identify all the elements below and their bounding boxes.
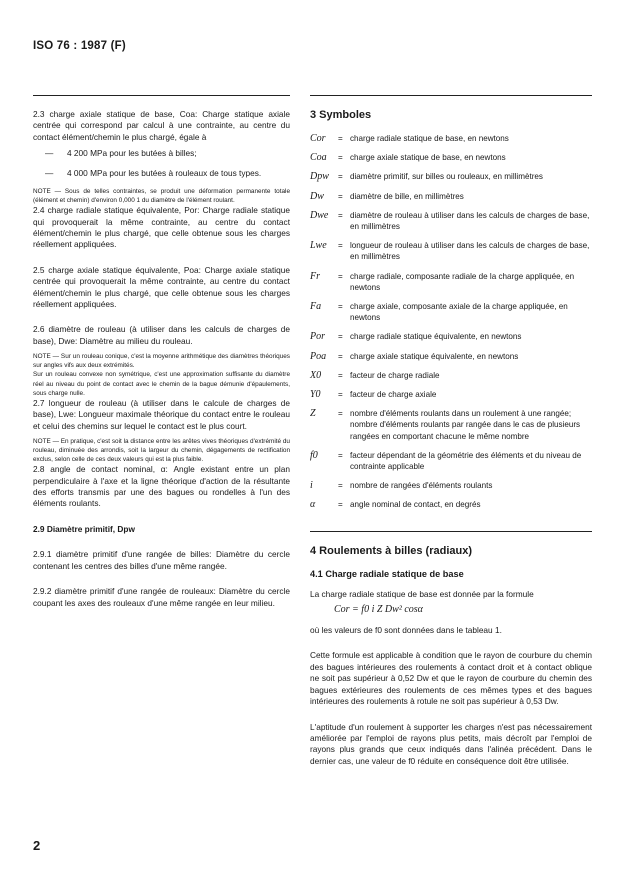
symbol-row: Poa = charge axiale statique équivalente, en newtons <box>310 350 519 362</box>
symbol-row: Y0 = facteur de charge axiale <box>310 389 437 401</box>
section-2-9-1: 2.9.1 diamètre primitif d'une rangée de billes: Diamètre du cercle contenant les centres des billes d'une même rangée. <box>33 549 290 571</box>
paragraph-f0-values: où les valeurs de f0 sont données dans le tableau 1. <box>310 625 502 636</box>
section-4-1-title: 4.1 Charge radiale statique de base <box>310 568 464 579</box>
section-2-6: 2.6 diamètre de rouleau (à utiliser dans les calculs de charges de base), Dwe: Diamètre au milieu du rouleau. <box>33 324 290 346</box>
symbol-row: Lwe = longueur de rouleau à utiliser dans les calculs de charges de base, en millimètres <box>310 240 590 262</box>
formula: Cor = f0 i Z Dw² cosα <box>334 604 423 616</box>
paragraph-conditions: Cette formule est applicable à condition que le rayon de courbure du chemin des bagues intérieures des roulements à contact droit et à contact oblique ne soit pas supérieur à 0,52 Dw et que le rayon de courbure du chemin des bagues extérieures des roulements de ces mêmes types et des bagues intérieures des roulements à rotule ne soit pas supérieur à 0,53 Dw. <box>310 650 592 707</box>
paragraph-formula-intro: La charge radiale statique de base est donnée par la formule <box>310 588 534 599</box>
section-2-9: 2.9 Diamètre primitif, Dpw <box>33 523 135 534</box>
symbol-row: Fa = charge axiale, composante axiale de la charge appliquée, en newtons <box>310 301 568 323</box>
symbol-row: Dwe = diamètre de rouleau à utiliser dans les calculs de charges de base, en millimètres <box>310 209 590 232</box>
dash-item-2: — 4 000 MPa pour les butées à rouleaux de tous types. <box>45 167 262 178</box>
symbol-row: Cor = charge radiale statique de base, en newtons <box>310 133 509 144</box>
note-2-3: NOTE — Sous de telles contraintes, se produit une déformation permanente totale (élément et chemin) d'environ 0,000 1 du diamètre de l'élément roulant. <box>33 188 290 205</box>
note-2-6-a: NOTE — Sur un rouleau conique, c'est la moyenne arithmétique des diamètres théoriques sur angles vifs aux deux extrémités. <box>33 353 290 370</box>
symbol-row: Coa = charge axiale statique de base, en newtons <box>310 152 506 164</box>
symbol-row: Z = nombre d'éléments roulants dans un roulement à une rangée; nombre d'éléments roulants par rangée dans le cas de plusieurs rangées en comportant chacune le même nombre <box>310 408 581 441</box>
section-2-4: 2.4 charge radiale statique équivalente, Por: Charge radiale statique qui provoquerait la même contrainte, au centre du contact élément/chemin le plus chargé, que celle obtenue sous les charges réellement appliquées. <box>33 205 290 250</box>
section-4-title: 4 Roulements à billes (radiaux) <box>310 544 472 557</box>
symbol-row: i = nombre de rangées d'éléments roulants <box>310 480 493 492</box>
dash-item-1: — 4 200 MPa pour les butées à billes; <box>45 148 197 159</box>
section-3-title: 3 Symboles <box>310 109 372 121</box>
symbol-row: Dw = diamètre de bille, en millimètres <box>310 190 464 202</box>
section-2-7: 2.7 longueur de rouleau (à utiliser dans le calcule de charges de base), Lwe: Longueur maximale théorique du contact entre le rouleau et celui des chemins sur lequel le contact est le plus court. <box>33 397 290 431</box>
section-4-rule <box>310 531 592 532</box>
paragraph-aptitude: L'aptitude d'un roulement à supporter les charges n'est pas nécessairement améliorée par l'emploi de rayons plus petits, mais décroît par l'emploi de rayons plus grands que ceux indiqués dans l'alinéa précédent. Dans le dernier cas, une valeur de f0 réduite en conséquence doit être utilisée. <box>310 721 592 766</box>
symbol-row: X0 = facteur de charge radiale <box>310 369 440 381</box>
note-2-6-b: Sur un rouleau convexe non symétrique, c'est une approximation suffisante du diamètre réel au niveau du point de contact avec le chemin de la bague démunie d'épaulements, sous charge nulle. <box>33 371 290 397</box>
right-column <box>310 95 592 767</box>
symbol-row: f0 = facteur dépendant de la géométrie des éléments et du niveau de contrainte applicable <box>310 449 582 472</box>
symbol-row: α = angle nominal de contact, en degrés <box>310 499 481 511</box>
section-2-8: 2.8 angle de contact nominal, α: Angle existant entre un plan perpendiculaire à l'axe et la ligne théorique d'action de la résultante des efforts transmis par une des bagues ou rondelles à l'un des éléments roulants. <box>33 464 290 509</box>
right-top-rule <box>310 95 592 96</box>
note-2-7: NOTE — En pratique, c'est soit la distance entre les arêtes vives théoriques d'extrémité du rouleau, diminuée des arrondis, soit la largeur du chemin, dégagements de rectification exclus, selon celle de ces deux valeurs qui est la plus faible. <box>33 437 290 464</box>
left-column <box>33 95 290 609</box>
section-2-9-2: 2.9.2 diamètre primitif d'une rangée de rouleaux: Diamètre du cercle coupant les axes des rouleaux d'une même rangée en leur milieu. <box>33 586 290 608</box>
section-2-5: 2.5 charge axiale statique équivalente, Poa: Charge axiale statique centrée qui provoquerait la même contrainte, au centre du contact élément/chemin le plus chargé, que celle obtenue sous les charges réellement appliquées. <box>33 264 290 310</box>
section-2-3: 2.3 charge axiale statique de base, Coa: Charge statique axiale centrée qui correspond par calcul à une contrainte, au centre du contact élément/chemin le plus chargé, égale à <box>33 109 290 142</box>
page-number: 2 <box>33 838 41 853</box>
symbol-row: Dpw = diamètre primitif, sur billes ou rouleaux, en millimètres <box>310 171 543 183</box>
header-title: ISO 76 : 1987 (F) <box>33 40 126 52</box>
symbol-list <box>310 133 592 511</box>
left-top-rule <box>33 95 290 96</box>
symbol-row: Por = charge radiale statique équivalente, en newtons <box>310 331 522 343</box>
symbol-row: Fr = charge radiale, composante radiale de la charge appliquée, en newtons <box>310 270 575 292</box>
